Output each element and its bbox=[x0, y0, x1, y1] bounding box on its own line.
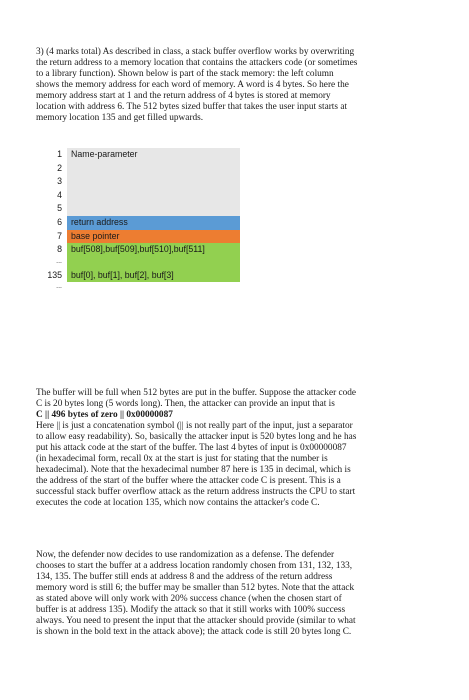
explanation-line: the address of the start of the buffer where the attacker code C is present. This is a bbox=[36, 476, 341, 486]
stack-row bbox=[38, 282, 240, 294]
explanation-line: put his attack code at the start of the buffer. The last 4 bytes of input is 0x00000087 bbox=[36, 443, 347, 453]
stack-address: 1 bbox=[57, 149, 62, 159]
stack-cell bbox=[67, 175, 240, 189]
question-line: memory address start at 1 and the return address of 4 bytes is stored at memory bbox=[36, 91, 331, 101]
stack-row bbox=[38, 162, 240, 176]
defense-line: as stated above will only work with 20% success chance (when the chosen start of bbox=[36, 594, 342, 604]
stack-cell bbox=[67, 162, 240, 176]
stack-address: 3 bbox=[57, 176, 62, 187]
stack-row bbox=[38, 175, 240, 189]
explanation-line: C is 20 bytes long (5 words long). Then, the attacker can provide an input that is bbox=[36, 399, 335, 409]
stack-row bbox=[38, 148, 240, 162]
stack-address: 7 bbox=[57, 230, 62, 241]
stack-row bbox=[38, 189, 240, 203]
stack-cell: buf[508],buf[509],buf[510],buf[511] bbox=[67, 243, 240, 257]
question-line: 3) (4 marks total) As described in class, a stack buffer overflow works by overwriting bbox=[36, 47, 355, 57]
stack-address: 135 bbox=[47, 269, 62, 280]
explanation-line: hexadecimal). Note that the hexadecimal number 87 here is 135 in decimal, which is bbox=[36, 465, 351, 475]
stack-cell bbox=[67, 282, 240, 294]
stack-address: 5 bbox=[57, 203, 62, 214]
question-line: to a library function). Shown below is part of the stack memory: the left column bbox=[36, 69, 334, 79]
stack-row bbox=[38, 269, 240, 283]
explanation-line: to allow easy readability). So, basically the attacker input is 520 bytes long and he has bbox=[36, 432, 357, 442]
stack-row bbox=[38, 257, 240, 269]
stack-cell: buf[0], buf[1], buf[2], buf[3] bbox=[67, 269, 240, 283]
stack-cell: base pointer bbox=[67, 230, 240, 244]
defense-line: chooses to start the buffer at a address location randomly chosen from 131, 132, 133, bbox=[36, 561, 353, 571]
defense-line: is shown in the bold text in the attack above); the attack code is still 20 bytes long C. bbox=[36, 627, 352, 637]
defense-line: Now, the defender now decides to use randomization as a defense. The defender bbox=[36, 550, 335, 560]
stack-address: 4 bbox=[57, 189, 62, 200]
stack-row bbox=[38, 202, 240, 216]
stack-row bbox=[38, 216, 240, 230]
explanation-line: The buffer will be full when 512 bytes are put in the buffer. Suppose the attacker code bbox=[36, 388, 357, 398]
stack-cell bbox=[67, 257, 240, 269]
stack-cell bbox=[67, 189, 240, 203]
stack-cell: Name-parameter bbox=[67, 148, 240, 162]
defense-line: buffer is at address 135). Modify the attack so that it still works with 100% success bbox=[36, 605, 346, 615]
explanation-line: successful stack buffer overflow attack as the return address instructs the CPU to start bbox=[36, 487, 356, 497]
explanation-line: Here || is just a concatenation symbol (|| is not really part of the input, just a separator bbox=[36, 421, 353, 431]
stack-cell bbox=[67, 202, 240, 216]
question-text bbox=[36, 47, 444, 124]
stack-address: ... bbox=[56, 283, 62, 291]
defense-line: always. You need to present the input that the attacker should provide (similar to what bbox=[36, 616, 356, 626]
stack-memory-diagram bbox=[38, 148, 240, 294]
stack-row bbox=[38, 243, 240, 257]
defense-line: memory word is still 6; the buffer may be smaller than 512 bytes. Note that the attack bbox=[36, 583, 355, 593]
stack-address: 2 bbox=[57, 162, 62, 173]
question-line: the return address to a memory location that contains the attackers code (or sometimes bbox=[36, 58, 358, 68]
defense-paragraph bbox=[36, 550, 444, 638]
question-line: memory location 135 and get filled upwards. bbox=[36, 113, 204, 123]
stack-cell: return address bbox=[67, 216, 240, 230]
stack-address: 8 bbox=[57, 244, 62, 255]
defense-line: 134, 135. The buffer still ends at address 8 and the address of the return address bbox=[36, 572, 333, 582]
stack-row bbox=[38, 230, 240, 244]
explanation-line: (in hexadecimal form, recall 0x at the start is just for stating that the number is bbox=[36, 454, 328, 464]
question-line: shows the memory address for each word of memory. A word is 4 bytes. So here the bbox=[36, 80, 349, 90]
question-line: location with address 6. The 512 bytes sized buffer that takes the user input starts at bbox=[36, 102, 348, 112]
stack-address: 6 bbox=[57, 216, 62, 227]
stack-address: ... bbox=[56, 257, 62, 265]
attack-input-format: C || 496 bytes of zero || 0x00000087 bbox=[36, 410, 173, 420]
explanation-line: executes the code at location 135, which now contains the attacker's code C. bbox=[36, 498, 320, 508]
explanation-paragraph bbox=[36, 388, 444, 509]
